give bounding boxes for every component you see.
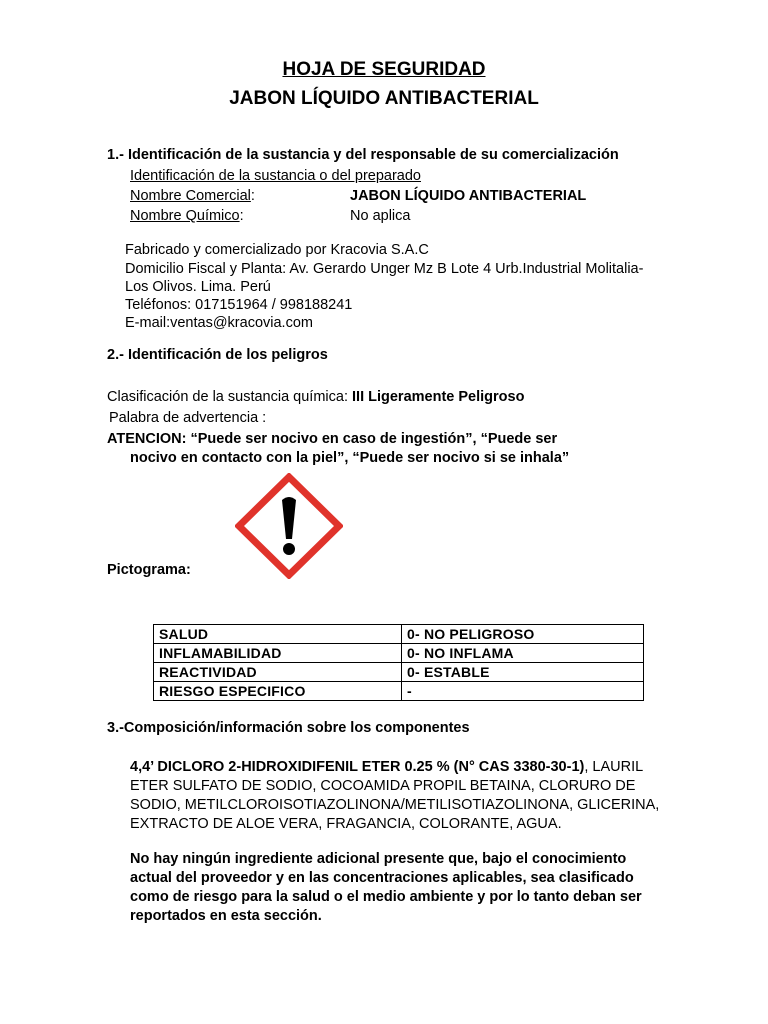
risk-category-cell: RIESGO ESPECIFICO	[154, 682, 402, 701]
attention-line-1: ATENCION: “Puede ser nocivo en caso de ingestión”, “Puede ser	[107, 431, 558, 447]
commercial-name-colon: :	[250, 188, 255, 204]
risk-table	[153, 624, 644, 701]
table-row	[154, 644, 644, 663]
address-line-2: Los Olivos. Lima. Perú	[125, 279, 271, 295]
risk-category-cell: REACTIVIDAD	[154, 663, 402, 682]
product-title: JABON LÍQUIDO ANTIBACTERIAL	[229, 88, 539, 109]
table-row	[154, 682, 644, 701]
risk-value-cell: -	[402, 682, 644, 701]
composition-paragraph	[130, 758, 670, 834]
exclamation-dot	[283, 543, 295, 555]
classification-label: Clasificación de la sustancia química:	[107, 389, 353, 405]
composition-main-ingredient: 4,4’ DICLORO 2-HIDROXIDIFENIL ETER 0.25 % (N° CAS 3380-30-1)	[130, 759, 585, 775]
manufacturer-text: Fabricado y comercializado por Kracovia S.A.C	[125, 242, 429, 258]
email-address: E-mail:ventas@kracovia.com	[125, 315, 313, 331]
table-row	[154, 663, 644, 682]
risk-category-cell: SALUD	[154, 625, 402, 644]
attention-line-2: nocivo en contacto con la piel”, “Puede ser nocivo si se inhala”	[130, 450, 570, 466]
chemical-name-value: No aplica	[350, 208, 411, 224]
phone-numbers: Teléfonos: 017151964 / 998188241	[125, 297, 353, 313]
risk-category-cell: INFLAMABILIDAD	[154, 644, 402, 663]
section1-heading: 1.- Identificación de la sustancia y del responsable de su comercialización	[107, 147, 619, 163]
risk-value-cell: 0- NO PELIGROSO	[402, 625, 644, 644]
document-title: HOJA DE SEGURIDAD	[282, 59, 486, 80]
section3-heading: 3.-Composición/información sobre los componentes	[107, 720, 470, 736]
commercial-name-label-row	[130, 188, 255, 204]
commercial-name-value: JABON LÍQUIDO ANTIBACTERIAL	[350, 188, 587, 204]
chemical-name-label-row	[130, 208, 244, 224]
substance-identification-subheading: Identificación de la sustancia o del preparado	[130, 168, 421, 184]
commercial-name-label: Nombre Comercial	[130, 188, 251, 204]
chemical-name-label: Nombre Químico	[130, 208, 240, 224]
section2-heading: 2.- Identificación de los peligros	[107, 347, 328, 363]
risk-value-cell: 0- ESTABLE	[402, 663, 644, 682]
classification-row	[107, 389, 524, 405]
disclaimer-paragraph: No hay ningún ingrediente adicional presente que, bajo el conocimiento actual del proveedor y en las concentraciones aplicables, sea clasificado como de riesgo para la salud o el medio ambiente y por lo tanto deban ser reportados en esta sección.	[130, 851, 642, 924]
address-line-1: Domicilio Fiscal y Planta: Av. Gerardo Unger Mz B Lote 4 Urb.Industrial Molitalia-	[125, 261, 644, 277]
chemical-name-colon: :	[239, 208, 244, 224]
pictogram-label: Pictograma:	[107, 562, 191, 578]
table-row	[154, 625, 644, 644]
exclamation-hazard-icon	[235, 473, 343, 579]
classification-value: III Ligeramente Peligroso	[352, 389, 525, 405]
risk-value-cell: 0- NO INFLAMA	[402, 644, 644, 663]
composition-other-ingredients: , LAURIL ETER SULFATO DE SODIO, COCOAMIDA PROPIL BETAINA, CLORURO DE SODIO, METILCLOROISOTIAZOLINONA/METILISOTIAZOLINONA, GLICERINA, EXTRACTO DE ALOE VERA, FRAGANCIA, COLORANTE, AGUA.	[130, 759, 660, 832]
warning-word-label: Palabra de advertencia :	[109, 410, 267, 426]
